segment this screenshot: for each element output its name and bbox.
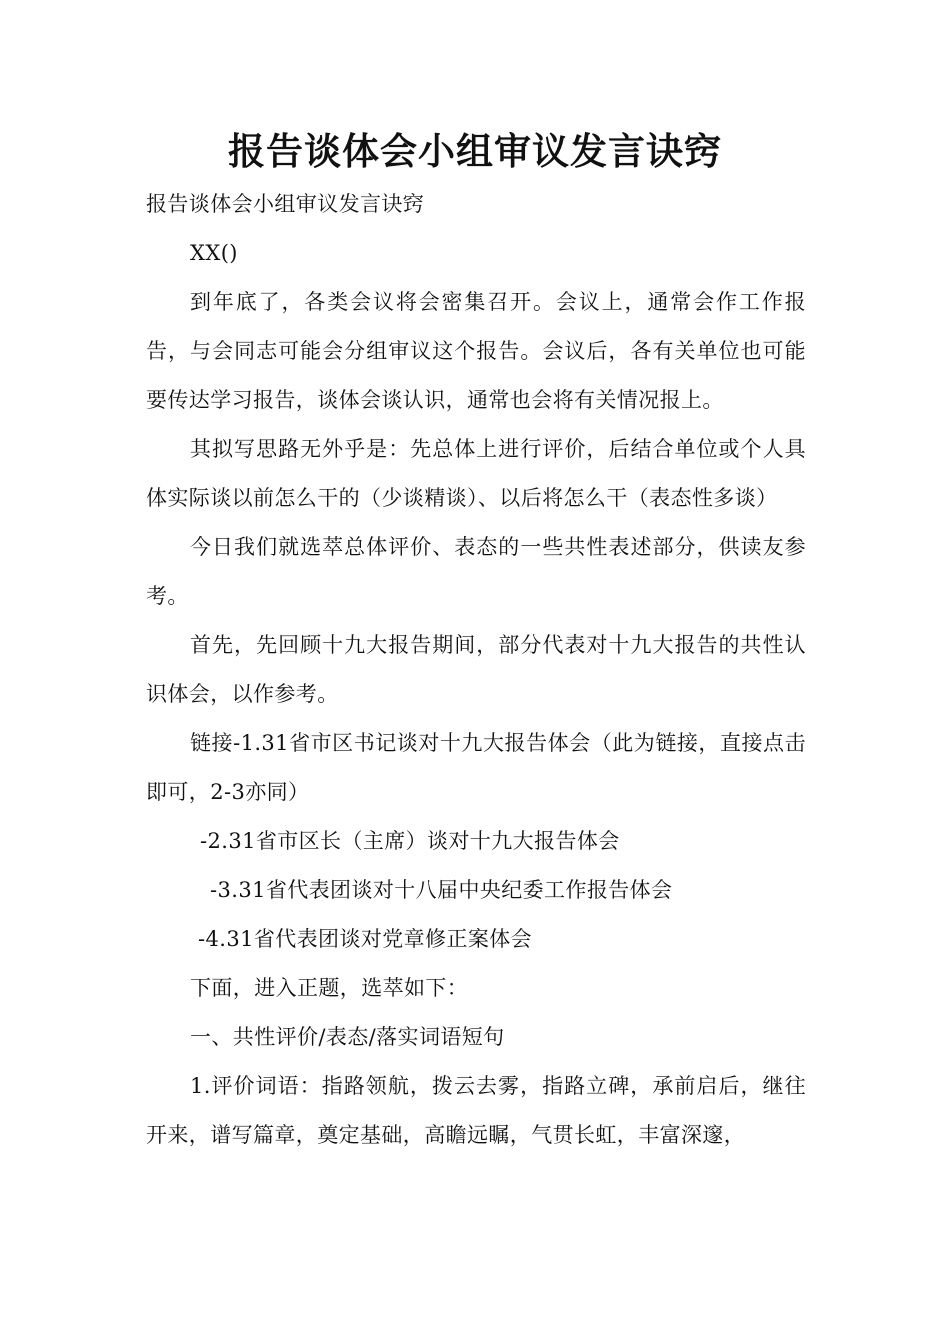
paragraph-terms: 1.评价词语：指路领航，拨云去雾，指路立碑，承前启后，继往开来，谱写篇章，奠定基础，高瞻远瞩，气贯长虹，丰富深邃， [146, 1074, 806, 1147]
paragraph-link-3: -3.31省代表团谈对十八届中央纪委工作报告体会 [210, 878, 673, 902]
paragraph-link-2: -2.31省市区长（主席）谈对十九大报告体会 [200, 829, 620, 853]
document-title: 报告谈体会小组审议发言诀窍 [228, 130, 722, 173]
paragraph-intro: 到年底了，各类会议将会密集召开。会议上，通常会作工作报告，与会同志可能会分组审议这个报告。会议后，各有关单位也可能要传达学习报告，谈体会谈认识，通常也会将有关情况报上。 [146, 290, 806, 412]
paragraph-review: 首先，先回顾十九大报告期间，部分代表对十九大报告的共性认识体会，以作参考。 [146, 633, 806, 706]
author-line: XX() [190, 241, 238, 265]
section-heading-1: 一、共性评价/表态/落实词语短句 [190, 1025, 505, 1049]
paragraph-link-4: -4.31省代表团谈对党章修正案体会 [198, 927, 533, 951]
paragraph-transition: 下面，进入正题，选萃如下： [190, 976, 469, 1000]
paragraph-link-1: 链接-1.31省市区书记谈对十九大报告体会（此为链接，直接点击即可，2-3亦同） [146, 731, 806, 804]
subtitle-line: 报告谈体会小组审议发言诀窍 [146, 192, 425, 216]
paragraph-today: 今日我们就选萃总体评价、表态的一些共性表述部分，供读友参考。 [146, 535, 806, 608]
paragraph-approach: 其拟写思路无外乎是：先总体上进行评价，后结合单位或个人具体实际谈以前怎么干的（少谈精谈）、以后将怎么干（表态性多谈） [146, 437, 806, 510]
document-body [146, 180, 806, 1160]
